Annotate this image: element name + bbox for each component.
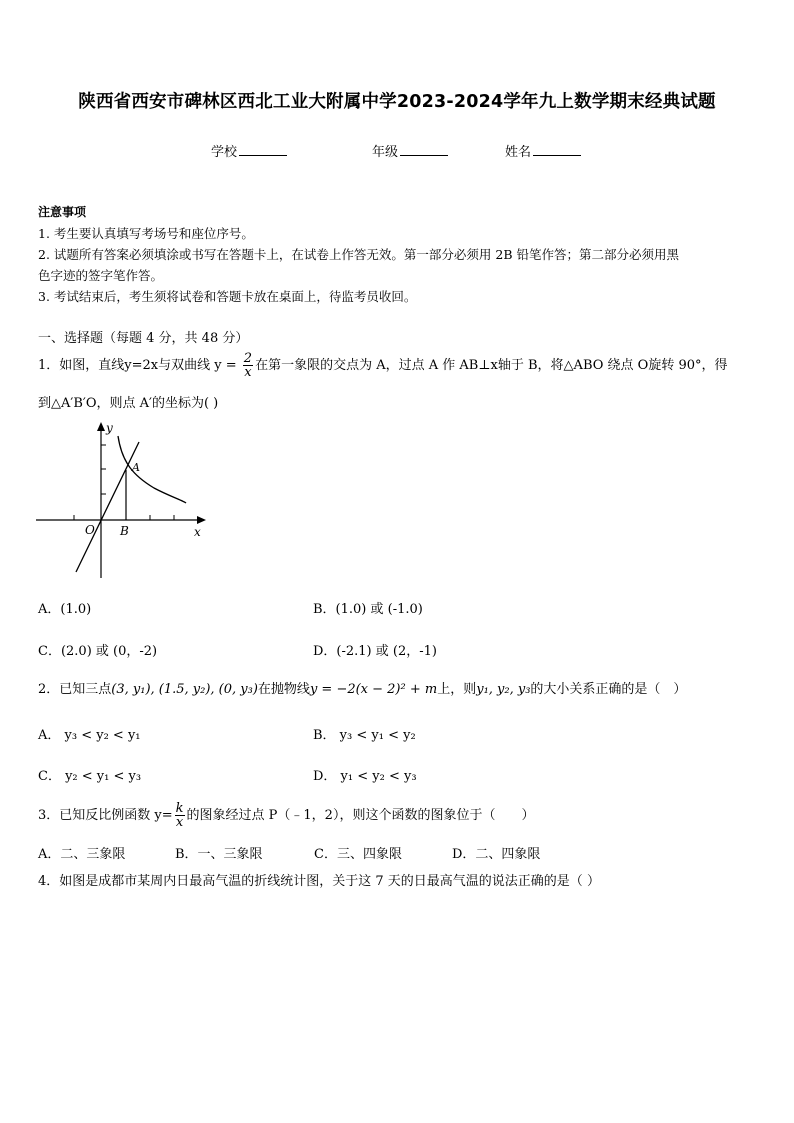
- q1-post: 在第一象限的交点为 A，过点 A 作 AB⊥x轴于 B，将△ABO 绕点 O旋转 90°，得: [255, 358, 728, 373]
- q3-fraction: [175, 802, 185, 829]
- question-1-line1: [38, 352, 728, 379]
- q2-parabola: y = −2(x − 2)² + m: [309, 682, 438, 697]
- q1-option-c[interactable]: C．(2.0) 或 (0，-2): [38, 644, 158, 659]
- notes-heading: 注意事项: [38, 205, 87, 219]
- q2-points: (3, y₁), (1.5, y₂), (0, y₃): [111, 682, 258, 697]
- q1-frac-den: x: [244, 365, 252, 380]
- q2-option-c[interactable]: C． y₂ < y₁ < y₃: [38, 769, 142, 784]
- grade-blank[interactable]: [400, 143, 448, 156]
- q2-vars: y₁, y₂, y₃: [476, 682, 531, 697]
- q3-pre: 3．已知反比例函数 y=: [38, 808, 173, 823]
- q3-frac-den: x: [175, 815, 184, 830]
- q1-option-d[interactable]: D．(-2.1) 或 (2，-1): [313, 644, 437, 659]
- q2-pre: 2．已知三点: [38, 682, 112, 697]
- line-y-2x: [76, 442, 139, 572]
- q3-option-a[interactable]: A．二、三象限: [38, 847, 126, 862]
- q1-fraction: [243, 352, 253, 379]
- q1-pre: 1．如图，直线y=2x与双曲线: [38, 358, 211, 373]
- q3-option-b[interactable]: B．一、三象限: [175, 847, 263, 862]
- q1-graph: [34, 418, 214, 583]
- q1-y-eq: y =: [214, 358, 237, 373]
- name-label: 姓名: [505, 145, 532, 160]
- note-item-2: 2. 试题所有答案必须填涂或书写在答题卡上，在试卷上作答无效。第一部分必须用 2B 铅笔作答；第二部分必须用黑: [38, 247, 679, 262]
- label-o: O: [85, 523, 95, 537]
- q3-frac-num: k: [175, 801, 184, 816]
- school-blank[interactable]: [239, 143, 287, 156]
- school-field: [211, 141, 287, 160]
- q1-frac-num: 2: [243, 351, 253, 366]
- x-axis-arrow: [197, 516, 206, 524]
- label-x: x: [194, 525, 201, 539]
- q3-option-c[interactable]: C．三、四象限: [314, 847, 402, 862]
- exam-title: 陕西省西安市碑林区西北工业大附属中学2023-2024学年九上数学期末经典试题: [78, 92, 716, 112]
- question-2: [38, 680, 686, 700]
- grade-field: [372, 141, 448, 160]
- question-3: [38, 802, 534, 829]
- note-item-1: 1. 考生要认真填写考场号和座位序号。: [38, 226, 254, 241]
- note-item-2-cont: 色字迹的签字笔作答。: [38, 268, 164, 283]
- note-item-3: 3. 考试结束后，考生须将试卷和答题卡放在桌面上，待监考员收回。: [38, 289, 417, 304]
- label-b: B: [120, 524, 129, 538]
- q3-option-d[interactable]: D．二、四象限: [452, 847, 541, 862]
- q1-option-a[interactable]: A．(1.0): [38, 602, 92, 617]
- question-4: 4．如图是成都市某周内日最高气温的折线统计图，关于这 7 天的日最高气温的说法正确的是（ ）: [38, 874, 600, 889]
- hyperbola-curve: [118, 436, 186, 503]
- q3-post: 的图象经过点 P（﹣1，2），则这个函数的图象位于（ ）: [186, 808, 535, 823]
- q2-tail: 的大小关系正确的是（ ）: [530, 682, 687, 697]
- notes-block: [38, 202, 758, 307]
- grade-label: 年级: [372, 145, 399, 160]
- q2-mid: 在抛物线: [257, 682, 310, 697]
- q1-option-b[interactable]: B．(1.0) 或 (-1.0): [313, 602, 423, 617]
- label-y: y: [106, 421, 113, 435]
- name-field: [505, 141, 581, 160]
- q2-option-b[interactable]: B． y₃ < y₁ < y₂: [313, 728, 416, 743]
- q2-post: 上，则: [437, 682, 477, 697]
- q2-option-d[interactable]: D． y₁ < y₂ < y₃: [313, 769, 417, 784]
- y-axis-arrow: [97, 422, 105, 431]
- q2-option-a[interactable]: A． y₃ < y₂ < y₁: [38, 728, 141, 743]
- label-a: A: [132, 461, 140, 474]
- school-label: 学校: [211, 145, 238, 160]
- name-blank[interactable]: [533, 143, 581, 156]
- section-heading: 一、选择题（每题 4 分，共 48 分）: [38, 331, 249, 346]
- question-1-line2: 到△A′B′O，则点 A′的坐标为( ): [38, 396, 219, 411]
